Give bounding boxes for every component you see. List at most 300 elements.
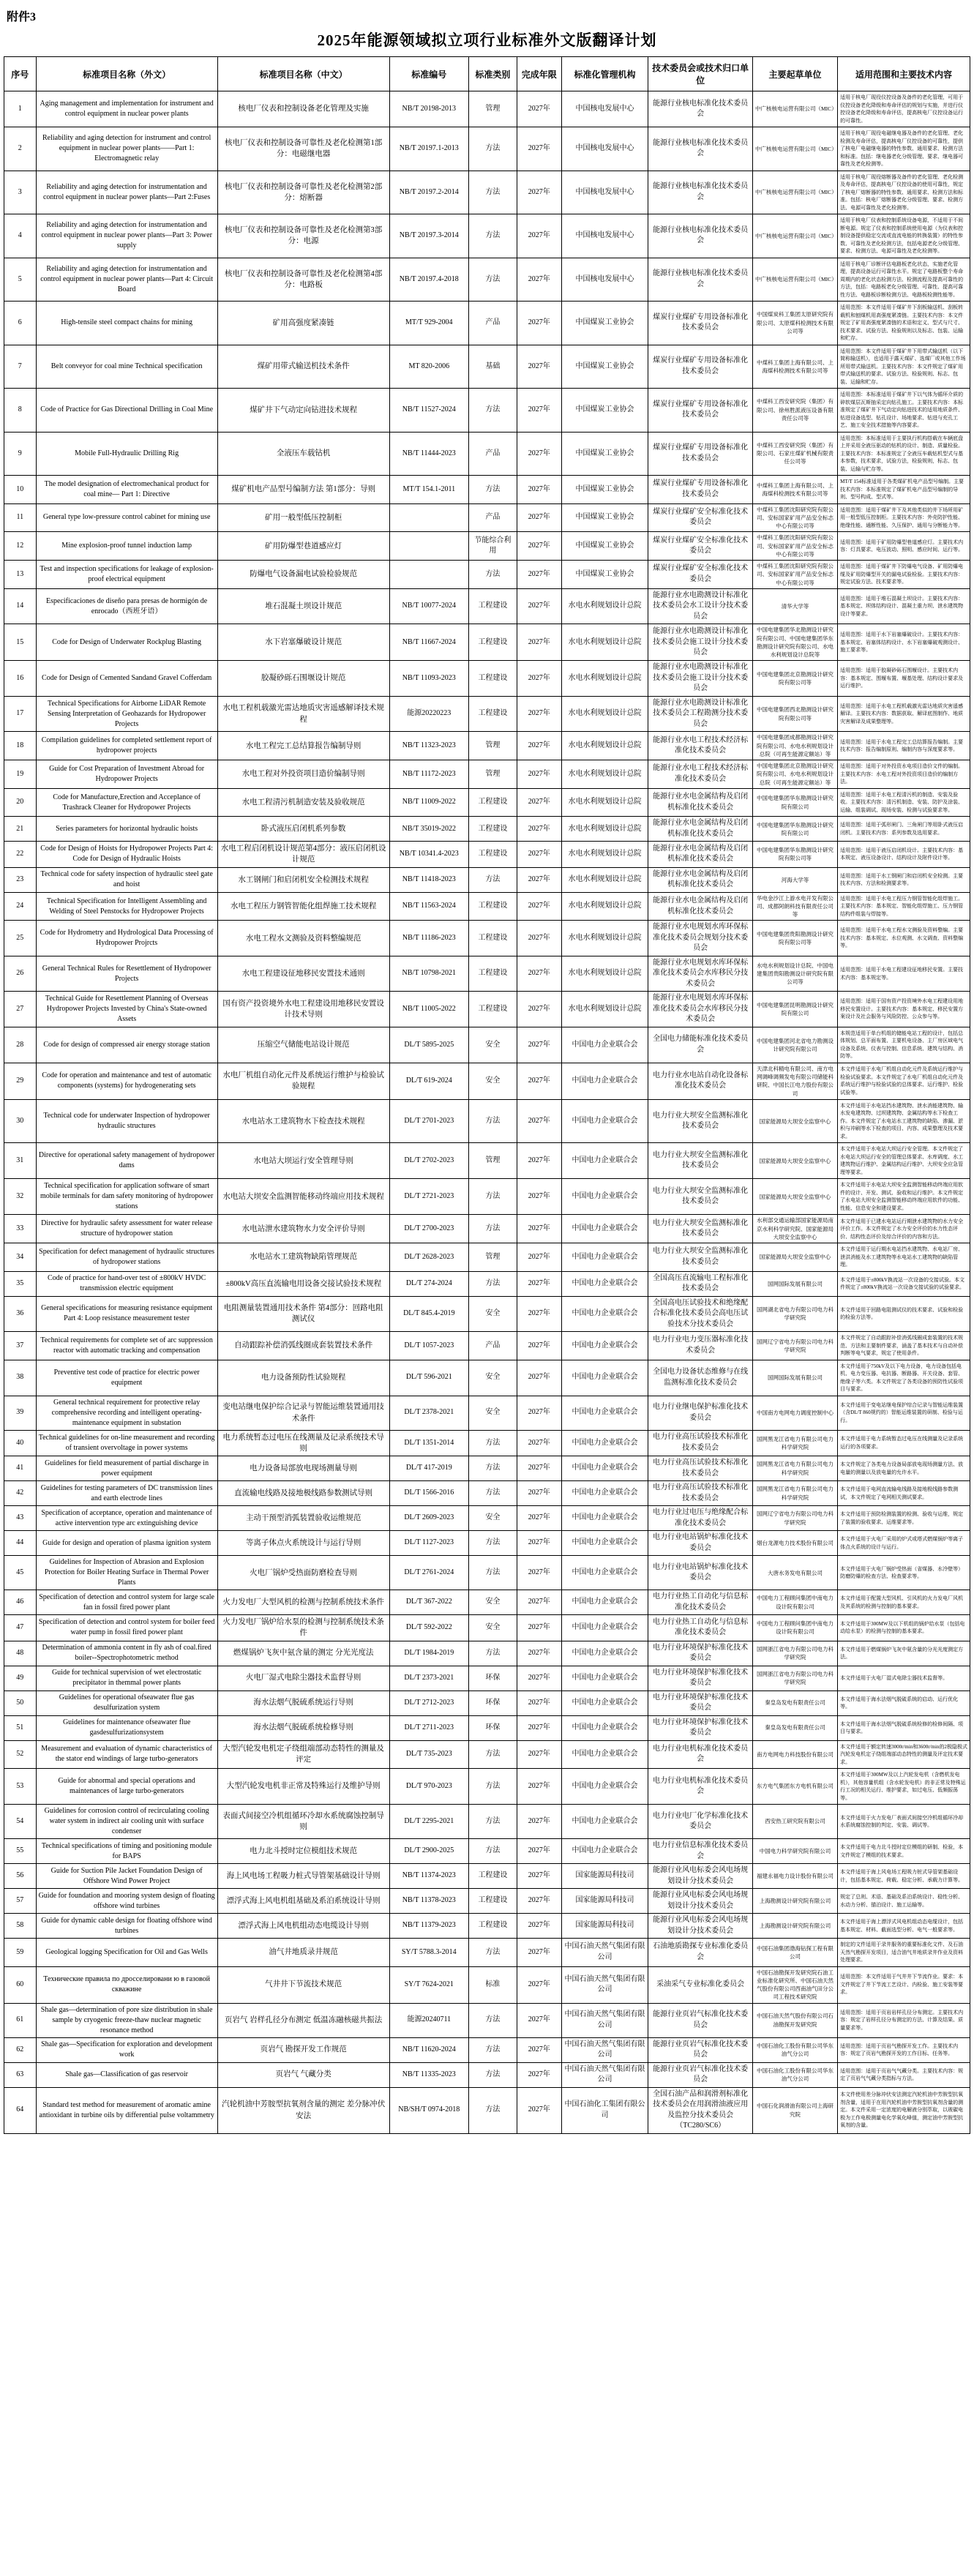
cell-drafting-unit: 清华大学等	[752, 588, 837, 624]
cell-scope: 本文件适用于海上漂浮式风电机组动态电缆设计，包括基本规定、材料、截面选型分析、电气一般要求等。	[838, 1914, 970, 1939]
cell-committee: 电力行业大坝安全监测标准化技术委员会	[648, 1179, 753, 1215]
cell-foreign-name: Especificaciones de diseño para presas de hormigón de enrocado（西班牙语）	[36, 588, 217, 624]
cell-chinese-name: 大型汽轮发电机定子绕组端部动态特性的测量及评定	[217, 1740, 389, 1769]
cell-drafting-unit: 国网国际发展有限公司	[752, 1271, 837, 1296]
table-row	[4, 1889, 970, 1914]
col-header-drafter: 主要起草单位	[752, 57, 837, 91]
cell-category: 安全	[468, 1590, 517, 1615]
cell-no: 62	[4, 2037, 37, 2062]
cell-committee: 煤炭行业煤矿安全标准化技术委员会	[648, 532, 753, 561]
cell-managing-org: 中国核电发展中心	[561, 214, 648, 258]
cell-category: 方法	[468, 258, 517, 302]
cell-foreign-name: General type low-pressure control cabinet for mining use	[36, 503, 217, 532]
cell-committee: 电力行业高压试验技术标准化技术委员会	[648, 1430, 753, 1456]
cell-no: 28	[4, 1027, 37, 1063]
cell-managing-org: 水电水利规划设计总院	[561, 892, 648, 921]
cell-year: 2027年	[517, 1715, 561, 1740]
cell-no: 7	[4, 345, 37, 389]
cell-no: 3	[4, 171, 37, 214]
cell-scope: 本文件适用于变电站继电保护综合记录与智能运维装置（含DL/T 860规约的）智能运维装置的研制、检验与运行。	[838, 1396, 970, 1430]
table-row	[4, 345, 970, 389]
cell-category: 工程建设	[468, 921, 517, 956]
cell-drafting-unit: 中国石油勘探开发研究院石油工业标准化研究所、中国石油天然气股份有限公司西南油气田分公司工程技术研究院	[752, 1966, 837, 2003]
cell-standard-code: NB/T 11667-2024	[389, 624, 468, 661]
cell-foreign-name: Code for Design of Hoists for Hydropower Projects Part 4: Code for Design of Hydraulic Hoists	[36, 842, 217, 867]
cell-foreign-name: Measurement and evaluation of dynamic characteristics of the stator end windings of large turbo-generators	[36, 1740, 217, 1769]
cell-drafting-unit: 上海勘测设计研究院有限公司	[752, 1889, 837, 1914]
cell-category: 管理	[468, 1143, 517, 1179]
cell-no: 25	[4, 921, 37, 956]
cell-drafting-unit: 中国煤炭科工集团太原研究院有限公司、太原煤科检测技术有限公司等	[752, 302, 837, 345]
cell-year: 2027年	[517, 1889, 561, 1914]
cell-category: 方法	[468, 867, 517, 892]
cell-year: 2027年	[517, 1271, 561, 1296]
cell-scope: 本文件适用于海上风电场工程吸力桩式导管架基础设计，包括基本规定、荷载、稳定分析、承载力计算等。	[838, 1864, 970, 1889]
cell-chinese-name: 防爆电气设备漏电试验检验规范	[217, 561, 389, 589]
cell-chinese-name: 水电站大坝运行安全管理导则	[217, 1143, 389, 1179]
cell-category: 安全	[468, 1027, 517, 1063]
cell-chinese-name: 全液压车载钻机	[217, 432, 389, 476]
table-row	[4, 127, 970, 171]
cell-foreign-name: The model designation of electromechanical product for coal mine— Part 1: Directive	[36, 476, 217, 504]
cell-chinese-name: 自动跟踪补偿消弧线圈成套装置技术条件	[217, 1332, 389, 1360]
cell-managing-org: 水电水利规划设计总院	[561, 760, 648, 789]
cell-scope: 适用范围：适用于水电工程水文测验及资料整编。主要技术内容：基本规定、水位观测、水文调查、资料整编等。	[838, 921, 970, 956]
cell-foreign-name: Test and inspection specifications for leakage of explosion-proof electrical equipment	[36, 561, 217, 589]
cell-scope: 适用范围：适用于煤矿井下及其他类似的井下场所用矿用一般型低压控制柜。主要技术内容：外壳防护性能、绝缘性能、通断性能、久压保护、通用与分断能力等。	[838, 503, 970, 532]
cell-chinese-name: 气井井下节流技术规范	[217, 1966, 389, 2003]
cell-category: 方法	[468, 1740, 517, 1769]
cell-year: 2027年	[517, 696, 561, 732]
cell-drafting-unit: 中国电建集团北京勘测设计研究院有限公司、水电水利规划设计总院（可再生能源定额站）等	[752, 760, 837, 789]
cell-standard-code: DL/T 274-2024	[389, 1271, 468, 1296]
cell-no: 10	[4, 476, 37, 504]
cell-chinese-name: 水电站泄水建筑物水力安全评价导则	[217, 1215, 389, 1243]
table-row	[4, 91, 970, 127]
cell-managing-org: 中国石油天然气集团有限公司	[561, 2062, 648, 2087]
cell-foreign-name: General technical requirement for protective relay comprehensive recording and intelligent operating-maintenance equipment in substation	[36, 1396, 217, 1430]
cell-standard-code: MT 820-2006	[389, 345, 468, 389]
cell-no: 50	[4, 1690, 37, 1715]
cell-managing-org: 中国电力企业联合会	[561, 1456, 648, 1481]
cell-committee: 煤炭行业煤矿专用设备标准化技术委员会	[648, 476, 753, 504]
cell-drafting-unit: 天津北科精电有限公司、南方电网调峰调频发电有限公司储能科研院、中国长江电力股份有限公司	[752, 1063, 837, 1099]
cell-scope: 本文件适用于火电厂采用的炉式或塔式燃煤锅炉等离子体点火系统的设计与运行。	[838, 1531, 970, 1556]
cell-scope: 本文件适用于750kV及以下电力设备，电力设备包括电机、电力变压器、电抗器、断路器、开关设备、套管、绝缘子等六类。本文件规定了各类设备的预防性试验项目与要求。	[838, 1360, 970, 1396]
cell-committee: 煤炭行业煤矿安全标准化技术委员会	[648, 503, 753, 532]
cell-year: 2027年	[517, 661, 561, 697]
cell-managing-org: 中国煤炭工业协会	[561, 503, 648, 532]
cell-category: 工程建设	[468, 624, 517, 661]
cell-year: 2027年	[517, 2062, 561, 2087]
col-header-chinese-name: 标准项目名称（中文）	[217, 57, 389, 91]
cell-scope: 适用范围：适用于水电工程压力钢管智能化组焊施工。主要技术内容：基本规定、智能化组焊施工、压力钢管结构件组装与焊接等。	[838, 892, 970, 921]
cell-standard-code: NB/T 11335-2023	[389, 2062, 468, 2087]
cell-managing-org: 中国电力企业联合会	[561, 1215, 648, 1243]
cell-category: 方法	[468, 2037, 517, 2062]
cell-chinese-name: 水电站水工建筑物缺陷管理规范	[217, 1243, 389, 1272]
cell-scope: 适用于核电厂诊断评估电路板老化状态，实施老化管理，提高设备运行可靠性水平。规定了电路板整个寿命周期内的老化状态检测方法、检测流程及提高可靠性的方法，包括：电路板老化分级管理、可靠性、提高可靠性方法、电路板诊断检测方法、电路板检测性能等。	[838, 258, 970, 302]
cell-committee: 能源行业核电标准化技术委员会	[648, 258, 753, 302]
cell-foreign-name: Технические правила по дросселировани ю в газовой скважине	[36, 1966, 217, 2003]
cell-foreign-name: Technical specifications of timing and positioning module for BAPS	[36, 1839, 217, 1864]
cell-managing-org: 中国石油天然气集团有限公司	[561, 1939, 648, 1967]
cell-committee: 能源行业水电规划水库环保标准化技术委员会规划分技术委员会	[648, 921, 753, 956]
table-header-row	[4, 57, 970, 91]
table-row	[4, 1481, 970, 1506]
cell-scope: 本文件适用于海水法烟气脱硫系统的启动、运行优化等。	[838, 1690, 970, 1715]
cell-managing-org: 水电水利规划设计总院	[561, 921, 648, 956]
cell-managing-org: 中国电力企业联合会	[561, 1332, 648, 1360]
cell-drafting-unit: 华电金沙江上游水电开发有限公司、成都阿朗科技有限责任公司等	[752, 892, 837, 921]
cell-scope: 本文件适用于预防检测装置的检测、验收与运维，规定了装置的验收要求、运维要求等。	[838, 1506, 970, 1531]
cell-foreign-name: Technical requirements for complete set of arc suppression reactor with automatic tracking and compensation	[36, 1332, 217, 1360]
cell-foreign-name: Belt conveyor for coal mine Technical specification	[36, 345, 217, 389]
table-row	[4, 1864, 970, 1889]
cell-scope: 本文件适用于±800kV换流站一次设备的交接试验。本文件规定了±800kV换流站一次设备交接试验的试验要求。	[838, 1271, 970, 1296]
cell-chinese-name: 水电工程启闭机设计规范第4部分：液压启闭机设计规范	[217, 842, 389, 867]
cell-chinese-name: 水电工程建设征地移民安置技术通则	[217, 956, 389, 992]
cell-foreign-name: Specification of acceptance, operation and maintenance of active intervention type arc extinguishing device	[36, 1506, 217, 1531]
cell-category: 方法	[468, 1430, 517, 1456]
cell-foreign-name: Determination of ammonia content in fly ash of coal.fired boiler--Spectrophotometric method	[36, 1641, 217, 1666]
cell-year: 2027年	[517, 476, 561, 504]
table-row	[4, 817, 970, 842]
cell-managing-org: 中国电力企业联合会	[561, 1296, 648, 1332]
cell-foreign-name: Specification of detection and control system for large scale fan in fossil fired power plant	[36, 1590, 217, 1615]
cell-drafting-unit: 中煤科工集团沈阳研究院有限公司、安标国家矿用产品安全标志中心有限公司等	[752, 561, 837, 589]
cell-managing-org: 国家能源局科技司	[561, 1914, 648, 1939]
table-row	[4, 1243, 970, 1272]
attachment-label: 附件3	[7, 11, 37, 23]
cell-category: 工程建设	[468, 1914, 517, 1939]
cell-year: 2027年	[517, 1769, 561, 1805]
cell-committee: 电力行业水电站自动化设备标准化技术委员会	[648, 1063, 753, 1099]
cell-committee: 电力行业热工自动化与信息标准化技术委员会	[648, 1615, 753, 1641]
cell-committee: 能源行业核电标准化技术委员会	[648, 214, 753, 258]
cell-scope: 适用范围：适用于水电工程完工总结算报告编制。主要技术内容：报告编制原则、编制内容与深度要求等。	[838, 732, 970, 760]
cell-no: 18	[4, 732, 37, 760]
cell-no: 2	[4, 127, 37, 171]
table-row	[4, 661, 970, 697]
cell-year: 2027年	[517, 956, 561, 992]
cell-drafting-unit: 中广核核电运营有限公司（MIC）	[752, 91, 837, 127]
cell-chinese-name: 核电厂仪表和控制设备可靠性及老化检测第3部分：电源	[217, 214, 389, 258]
cell-managing-org: 国家能源局科技司	[561, 1864, 648, 1889]
table-row	[4, 1360, 970, 1396]
cell-no: 32	[4, 1179, 37, 1215]
cell-standard-code: NB/T 11378-2023	[389, 1889, 468, 1914]
cell-foreign-name: Technical guidelines for on-line measurement and recording of transient overvoltage in power systems	[36, 1430, 217, 1456]
cell-scope: 本文件适用于水电站大坝运行安全管理。本文件规定了水电站大坝运行安全的管理总体要求、水库调度、水工建筑物运行维护、金属结构运行维护、大坝安全应急管理等要求。	[838, 1143, 970, 1179]
cell-scope: 适用范围：本标准适用于主要执行机构搭载在车辆底盘上并采用全液压驱动的钻机的设计、制造、质量检验。主要技术内容：本标准规定了全液压车载钻机型式与基本参数，技术要求，试验方法，检验规则，标志、包装、运输与贮存等。	[838, 432, 970, 476]
cell-scope: 本文件适用于300MW及以下机组的锅炉给水泵（包括电动给水泵）的检测与控制的基本要求。	[838, 1615, 970, 1641]
cell-foreign-name: Code for Hydrometry and Hydrological Data Processing of Hydropower Projrcts	[36, 921, 217, 956]
cell-standard-code: DL/T 1351-2014	[389, 1430, 468, 1456]
cell-year: 2027年	[517, 1063, 561, 1099]
cell-drafting-unit: 烟台龙源电力技术股份有限公司	[752, 1531, 837, 1556]
cell-year: 2027年	[517, 1243, 561, 1272]
col-header-org: 标准化管理机构	[561, 57, 648, 91]
cell-scope: 适用范围：适用于堆石混凝土坝设计。主要技术内容：基本规定、坝体结构设计、混凝土重力坝、泄水建筑物设计等要求。	[838, 588, 970, 624]
cell-foreign-name: Technical specification for application software of smart mobile terminals for dam safety monitoring of hydropower stations	[36, 1179, 217, 1215]
cell-standard-code: DL/T 1127-2023	[389, 1531, 468, 1556]
cell-scope: 适用范围：适用于矿用防爆型巷道感应灯。主要技术内容：灯具要求、电压波动、照明、感应时间、运行等。	[838, 532, 970, 561]
cell-foreign-name: Directive for operational safety management of hydropower dams	[36, 1143, 217, 1179]
cell-scope: 适用范围：适用于水电工程建设征地移民安置。主要技术内容：基本规定等。	[838, 956, 970, 992]
cell-category: 安全	[468, 1063, 517, 1099]
cell-standard-code: NB/T 20197.3-2014	[389, 214, 468, 258]
cell-category: 安全	[468, 1396, 517, 1430]
cell-foreign-name: High-tensile steel compact chains for mining	[36, 302, 217, 345]
cell-year: 2027年	[517, 1615, 561, 1641]
table-row	[4, 302, 970, 345]
cell-committee: 能源行业水电金属结构及启闭机标准化技术委员会	[648, 788, 753, 817]
cell-standard-code: DL/T 2711-2023	[389, 1715, 468, 1740]
cell-category: 方法	[468, 2003, 517, 2037]
cell-standard-code: NB/T 11323-2023	[389, 732, 468, 760]
cell-scope: 适用于核电厂现役熔断器及备件的老化管理、老化检测及寿命评估，提高核电厂仪控设备的使用可靠性，规定了核电厂熔断器的特性参数、通用要求、检测方法和标准。包括：核电厂熔断器老化分级管理、要求、检测方法、电源可靠性及老化检测等。	[838, 171, 970, 214]
cell-standard-code: DL/T 2700-2023	[389, 1215, 468, 1243]
cell-category: 工程建设	[468, 892, 517, 921]
cell-scope: 适用范围：适用于页岩气气藏分类。主要技术内容：规定了页岩气气藏分类指标与方法。	[838, 2062, 970, 2087]
cell-no: 22	[4, 842, 37, 867]
cell-scope: 适用于核电厂仪表和控制系统设备电源，不适用于不间断电源。规定了仪表和控制系统使用电源（为仪表和控制设备提供稳定交流或直流电能的转换装置）的特性参数、可靠性及老化检测方法，包括电源老化分级管理、要求、检测方法、电源可靠性及老化检测等。	[838, 214, 970, 258]
cell-category: 方法	[468, 1839, 517, 1864]
cell-category: 工程建设	[468, 842, 517, 867]
cell-committee: 电力行业电厂化学标准化技术委员会	[648, 1805, 753, 1839]
cell-drafting-unit: 中国石油集团渤海钻探工程有限公司	[752, 1939, 837, 1967]
cell-standard-code: 能源20240711	[389, 2003, 468, 2037]
cell-committee: 全国石油产品和润滑剂标准化技术委员会在用润滑油液应用及监控分技术委员会（TC280/SC6）	[648, 2087, 753, 2133]
cell-no: 14	[4, 588, 37, 624]
cell-managing-org: 中国煤炭工业协会	[561, 561, 648, 589]
cell-chinese-name: 胶凝砂砾石围堰设计规范	[217, 661, 389, 697]
cell-year: 2027年	[517, 1805, 561, 1839]
cell-year: 2027年	[517, 1690, 561, 1715]
cell-standard-code: NB/T 11379-2023	[389, 1914, 468, 1939]
cell-no: 17	[4, 696, 37, 732]
cell-category: 方法	[468, 1179, 517, 1215]
cell-chinese-name: 核电厂仪表和控制设备可靠性及老化检测第2部分：熔断器	[217, 171, 389, 214]
cell-no: 38	[4, 1360, 37, 1396]
cell-scope: 本文件适用于回路电阻测试仪的技术要求、试验和检验的检验方法等。	[838, 1296, 970, 1332]
cell-standard-code: SY/T 7624-2021	[389, 1966, 468, 2003]
cell-committee: 能源行业风电标委会风电场规划设计分技术委员会	[648, 1889, 753, 1914]
cell-committee: 电力行业大坝安全监测标准化技术委员会	[648, 1143, 753, 1179]
table-row	[4, 2003, 970, 2037]
cell-standard-code: NB/T 10077-2024	[389, 588, 468, 624]
cell-year: 2027年	[517, 1396, 561, 1430]
cell-committee: 电力行业环境保护标准化技术委员会	[648, 1690, 753, 1715]
cell-committee: 能源行业风电标委会风电场规划设计分技术委员会	[648, 1864, 753, 1889]
cell-category: 方法	[468, 1456, 517, 1481]
cell-chinese-name: 矿用高强度紧凑链	[217, 302, 389, 345]
cell-no: 57	[4, 1889, 37, 1914]
cell-chinese-name: 堆石混凝土坝设计规范	[217, 588, 389, 624]
cell-category: 方法	[468, 1556, 517, 1590]
cell-category: 方法	[468, 1641, 517, 1666]
cell-standard-code: NB/T 11186-2023	[389, 921, 468, 956]
cell-scope: 本文件适用于电网直流输电线路及接地极线路参数测试，本文件规定了电网相关测试要求。	[838, 1481, 970, 1506]
cell-chinese-name: 水电工程清污机制造安装及验收规范	[217, 788, 389, 817]
cell-managing-org: 中国电力企业联合会	[561, 1715, 648, 1740]
cell-drafting-unit: 中国电建集团北京勘测设计研究院有限公司等	[752, 661, 837, 697]
cell-managing-org: 中国石油化工集团有限公司	[561, 2087, 648, 2133]
cell-no: 6	[4, 302, 37, 345]
cell-year: 2027年	[517, 1939, 561, 1967]
cell-committee: 能源行业水电勘测设计标准化技术委员会施工设计分技术委员会	[648, 661, 753, 697]
cell-standard-code: DL/T 2378-2021	[389, 1396, 468, 1430]
cell-chinese-name: 煤矿机电产品型号编制方法 第1部分：导则	[217, 476, 389, 504]
table-row	[4, 1641, 970, 1666]
cell-chinese-name: 核电厂仪表和控制设备可靠性及老化检测第1部分：电磁继电器	[217, 127, 389, 171]
table-row	[4, 503, 970, 532]
cell-drafting-unit: 中广核核电运营有限公司（MIC）	[752, 214, 837, 258]
cell-chinese-name: 核电厂仪表和控制设备可靠性及老化检测第4部分：电路板	[217, 258, 389, 302]
cell-standard-code: NB/T 11093-2023	[389, 661, 468, 697]
cell-scope: 适用范围：本文件适用于煤矿井下刮板输送机、刮板转载机和刨煤机用高强度紧凑链。主要技术内容：本文件规定了矿用高强度紧凑链的术语和定义、型式与尺寸、技术要求、试验方法、检验规则以及标志、包装、运输和贮存。	[838, 302, 970, 345]
cell-drafting-unit: 大唐水务发电有限公司	[752, 1556, 837, 1590]
cell-year: 2027年	[517, 1430, 561, 1456]
table-row	[4, 1099, 970, 1143]
cell-managing-org: 中国电力企业联合会	[561, 1481, 648, 1506]
cell-scope: 适用于核电厂现役仪控设备及备件的老化管理，可用于仪控设备老化降级和寿命评估的规划与实施，并进行仪控设备老化降级和寿命评估，提高核电厂仪控设备运行的可靠性。	[838, 91, 970, 127]
cell-year: 2027年	[517, 91, 561, 127]
cell-scope: 适用范围：适用于胶凝砂砾石围堰设计。主要技术内容：基本规定、围堰布置、堰基处理、结构设计要求及运行维护。	[838, 661, 970, 697]
cell-committee: 电力行业信息标准化技术委员会	[648, 1839, 753, 1864]
cell-committee: 电力行业大坝安全监测标准化技术委员会	[648, 1243, 753, 1272]
cell-drafting-unit: 国网湖北省电力有限公司电力科学研究院	[752, 1296, 837, 1332]
cell-category: 方法	[468, 1215, 517, 1243]
cell-category: 产品	[468, 1332, 517, 1360]
cell-drafting-unit: 中煤科工集团沈阳研究院有限公司、安标国家矿用产品安全标志中心有限公司等	[752, 503, 837, 532]
cell-category: 安全	[468, 1615, 517, 1641]
cell-managing-org: 中国煤炭工业协会	[561, 302, 648, 345]
cell-committee: 能源行业水电工程技术经济标准化技术委员会	[648, 732, 753, 760]
cell-chinese-name: 水电工程压力钢管智能化组焊施工技术规程	[217, 892, 389, 921]
cell-foreign-name: Guide for abnormal and special operations and maintenances of large turbo-generators	[36, 1769, 217, 1805]
table-row	[4, 1769, 970, 1805]
cell-no: 30	[4, 1099, 37, 1143]
cell-foreign-name: Code for Design of Underwater Rockplug Blasting	[36, 624, 217, 661]
cell-standard-code: NB/T 10341.4-2023	[389, 842, 468, 867]
cell-no: 44	[4, 1531, 37, 1556]
cell-drafting-unit: 中广核核电运营有限公司（MIC）	[752, 258, 837, 302]
cell-standard-code: DL/T 596-2021	[389, 1360, 468, 1396]
cell-no: 46	[4, 1590, 37, 1615]
cell-chinese-name: 压缩空气储能电站设计规范	[217, 1027, 389, 1063]
cell-committee: 全国高电压试验技术和绝缘配合标准化技术委员会高电压试验技术分技术委员会	[648, 1296, 753, 1332]
table-row	[4, 1556, 970, 1590]
cell-drafting-unit: 秦皇岛发电有限责任公司	[752, 1715, 837, 1740]
cell-managing-org: 中国电力企业联合会	[561, 1143, 648, 1179]
cell-foreign-name: Geological logging Specification for Oil and Gas Wells	[36, 1939, 217, 1967]
cell-drafting-unit: 国家能源局大坝安全监察中心	[752, 1143, 837, 1179]
cell-committee: 电力行业电机标准化技术委员会	[648, 1769, 753, 1805]
cell-year: 2027年	[517, 2003, 561, 2037]
cell-standard-code: NB/T 11005-2022	[389, 992, 468, 1027]
cell-year: 2027年	[517, 127, 561, 171]
cell-year: 2027年	[517, 214, 561, 258]
table-row	[4, 1690, 970, 1715]
cell-chinese-name: 火力发电厂大型风机的检测与控制系统技术条件	[217, 1590, 389, 1615]
cell-category: 产品	[468, 503, 517, 532]
cell-foreign-name: Specification for defect management of hydraulic structures of hydropower stations	[36, 1243, 217, 1272]
table-row	[4, 1666, 970, 1690]
cell-no: 58	[4, 1914, 37, 1939]
cell-committee: 电力行业电站锅炉标准化技术委员会	[648, 1556, 753, 1590]
cell-chinese-name: 海上风电场工程吸力桩式导管架基础设计导则	[217, 1864, 389, 1889]
cell-chinese-name: 电力北斗授时定位模组技术规范	[217, 1839, 389, 1864]
cell-year: 2027年	[517, 992, 561, 1027]
cell-category: 方法	[468, 561, 517, 589]
cell-drafting-unit: 中国石油天然气股份有限公司石油勘探开发研究院	[752, 2003, 837, 2037]
cell-committee: 电力行业电机标准化技术委员会	[648, 1740, 753, 1769]
cell-chinese-name: 水电站大坝安全监测智能移动终端应用技术规程	[217, 1179, 389, 1215]
cell-chinese-name: 水电工程完工总结算报告编制导则	[217, 732, 389, 760]
cell-managing-org: 中国电力企业联合会	[561, 1666, 648, 1690]
cell-year: 2027年	[517, 2087, 561, 2133]
cell-year: 2027年	[517, 1215, 561, 1243]
cell-foreign-name: Shale gas—Classification of gas reservoir	[36, 2062, 217, 2087]
cell-no: 40	[4, 1430, 37, 1456]
cell-chinese-name: 变电站继电保护综合记录与智能运维装置通用技术条件	[217, 1396, 389, 1430]
cell-year: 2027年	[517, 1099, 561, 1143]
table-row	[4, 1590, 970, 1615]
cell-drafting-unit: 中国电力工程顾问集团中南电力设计院有限公司	[752, 1615, 837, 1641]
cell-committee: 能源行业水电金属结构及启闭机标准化技术委员会	[648, 842, 753, 867]
cell-chinese-name: 电力设备预防性试验规程	[217, 1360, 389, 1396]
table-row	[4, 892, 970, 921]
table-row	[4, 1914, 970, 1939]
cell-standard-code: DL/T 367-2022	[389, 1590, 468, 1615]
cell-category: 基础	[468, 345, 517, 389]
cell-drafting-unit: 中国电建集团贵阳勘测设计研究院有限公司等	[752, 921, 837, 956]
col-header-no: 序号	[4, 57, 37, 91]
cell-year: 2027年	[517, 1027, 561, 1063]
cell-committee: 能源行业核电标准化技术委员会	[648, 127, 753, 171]
cell-standard-code: DL/T 619-2024	[389, 1063, 468, 1099]
cell-foreign-name: Code of Practice for Gas Directional Drilling in Coal Mine	[36, 389, 217, 433]
cell-managing-org: 水电水利规划设计总院	[561, 817, 648, 842]
cell-year: 2027年	[517, 1641, 561, 1666]
cell-managing-org: 中国煤炭工业协会	[561, 389, 648, 433]
cell-standard-code: DL/T 2628-2023	[389, 1243, 468, 1272]
cell-category: 工程建设	[468, 788, 517, 817]
cell-year: 2027年	[517, 389, 561, 433]
cell-committee: 全国电力设备状态维修与在线监测标准化技术委员会	[648, 1360, 753, 1396]
cell-foreign-name: Shale gas—Specification for exploration and development work	[36, 2037, 217, 2062]
cell-scope: 适用范围：适用于煤矿井下防爆电气设备、矿用防爆电缆及矿用防爆型开关的漏电试验检验。主要技术内容：规定试验方法、技术要求等。	[838, 561, 970, 589]
cell-foreign-name: Reliability and aging detection for instrumentation and control equipment in nuclear power plants—Part 2:Fuses	[36, 171, 217, 214]
cell-chinese-name: 矿用防爆型巷道感应灯	[217, 532, 389, 561]
cell-drafting-unit: 中国电建集团河北省电力勘测设计研究院有限公司	[752, 1027, 837, 1063]
cell-chinese-name: 火力发电厂锅炉给水泵的检测与控制系统技术条件	[217, 1615, 389, 1641]
cell-committee: 能源行业核电标准化技术委员会	[648, 91, 753, 127]
cell-scope: 本文件适用于300MW及以上汽轮发电机（含燃机发电机），其他容量机组（含水轮发电机）的非正常及特殊运行工况的相关运行、维护要求，如过电压、低频振荡等。	[838, 1769, 970, 1805]
cell-chinese-name: 煤矿用带式输送机技术条件	[217, 345, 389, 389]
cell-drafting-unit: 国网辽宁省电力有限公司电力科学研究院	[752, 1506, 837, 1531]
cell-category: 方法	[468, 1481, 517, 1506]
cell-foreign-name: Technical Specification for Intelligent Assembling and Welding of Steel Penstocks for Hydropower Projects	[36, 892, 217, 921]
cell-committee: 能源行业页岩气标准化技术委员会	[648, 2062, 753, 2087]
cell-committee: 电力行业环境保护标准化技术委员会	[648, 1715, 753, 1740]
cell-managing-org: 中国石油天然气集团有限公司	[561, 1966, 648, 2003]
cell-drafting-unit: 水利部交通运输部国家能源局南京水利科学研究院、国家能源局大坝安全监察中心	[752, 1215, 837, 1243]
table-row	[4, 2087, 970, 2133]
cell-foreign-name: Guidelines for testing parameters of DC transmission lines and earth electrode lines	[36, 1481, 217, 1506]
